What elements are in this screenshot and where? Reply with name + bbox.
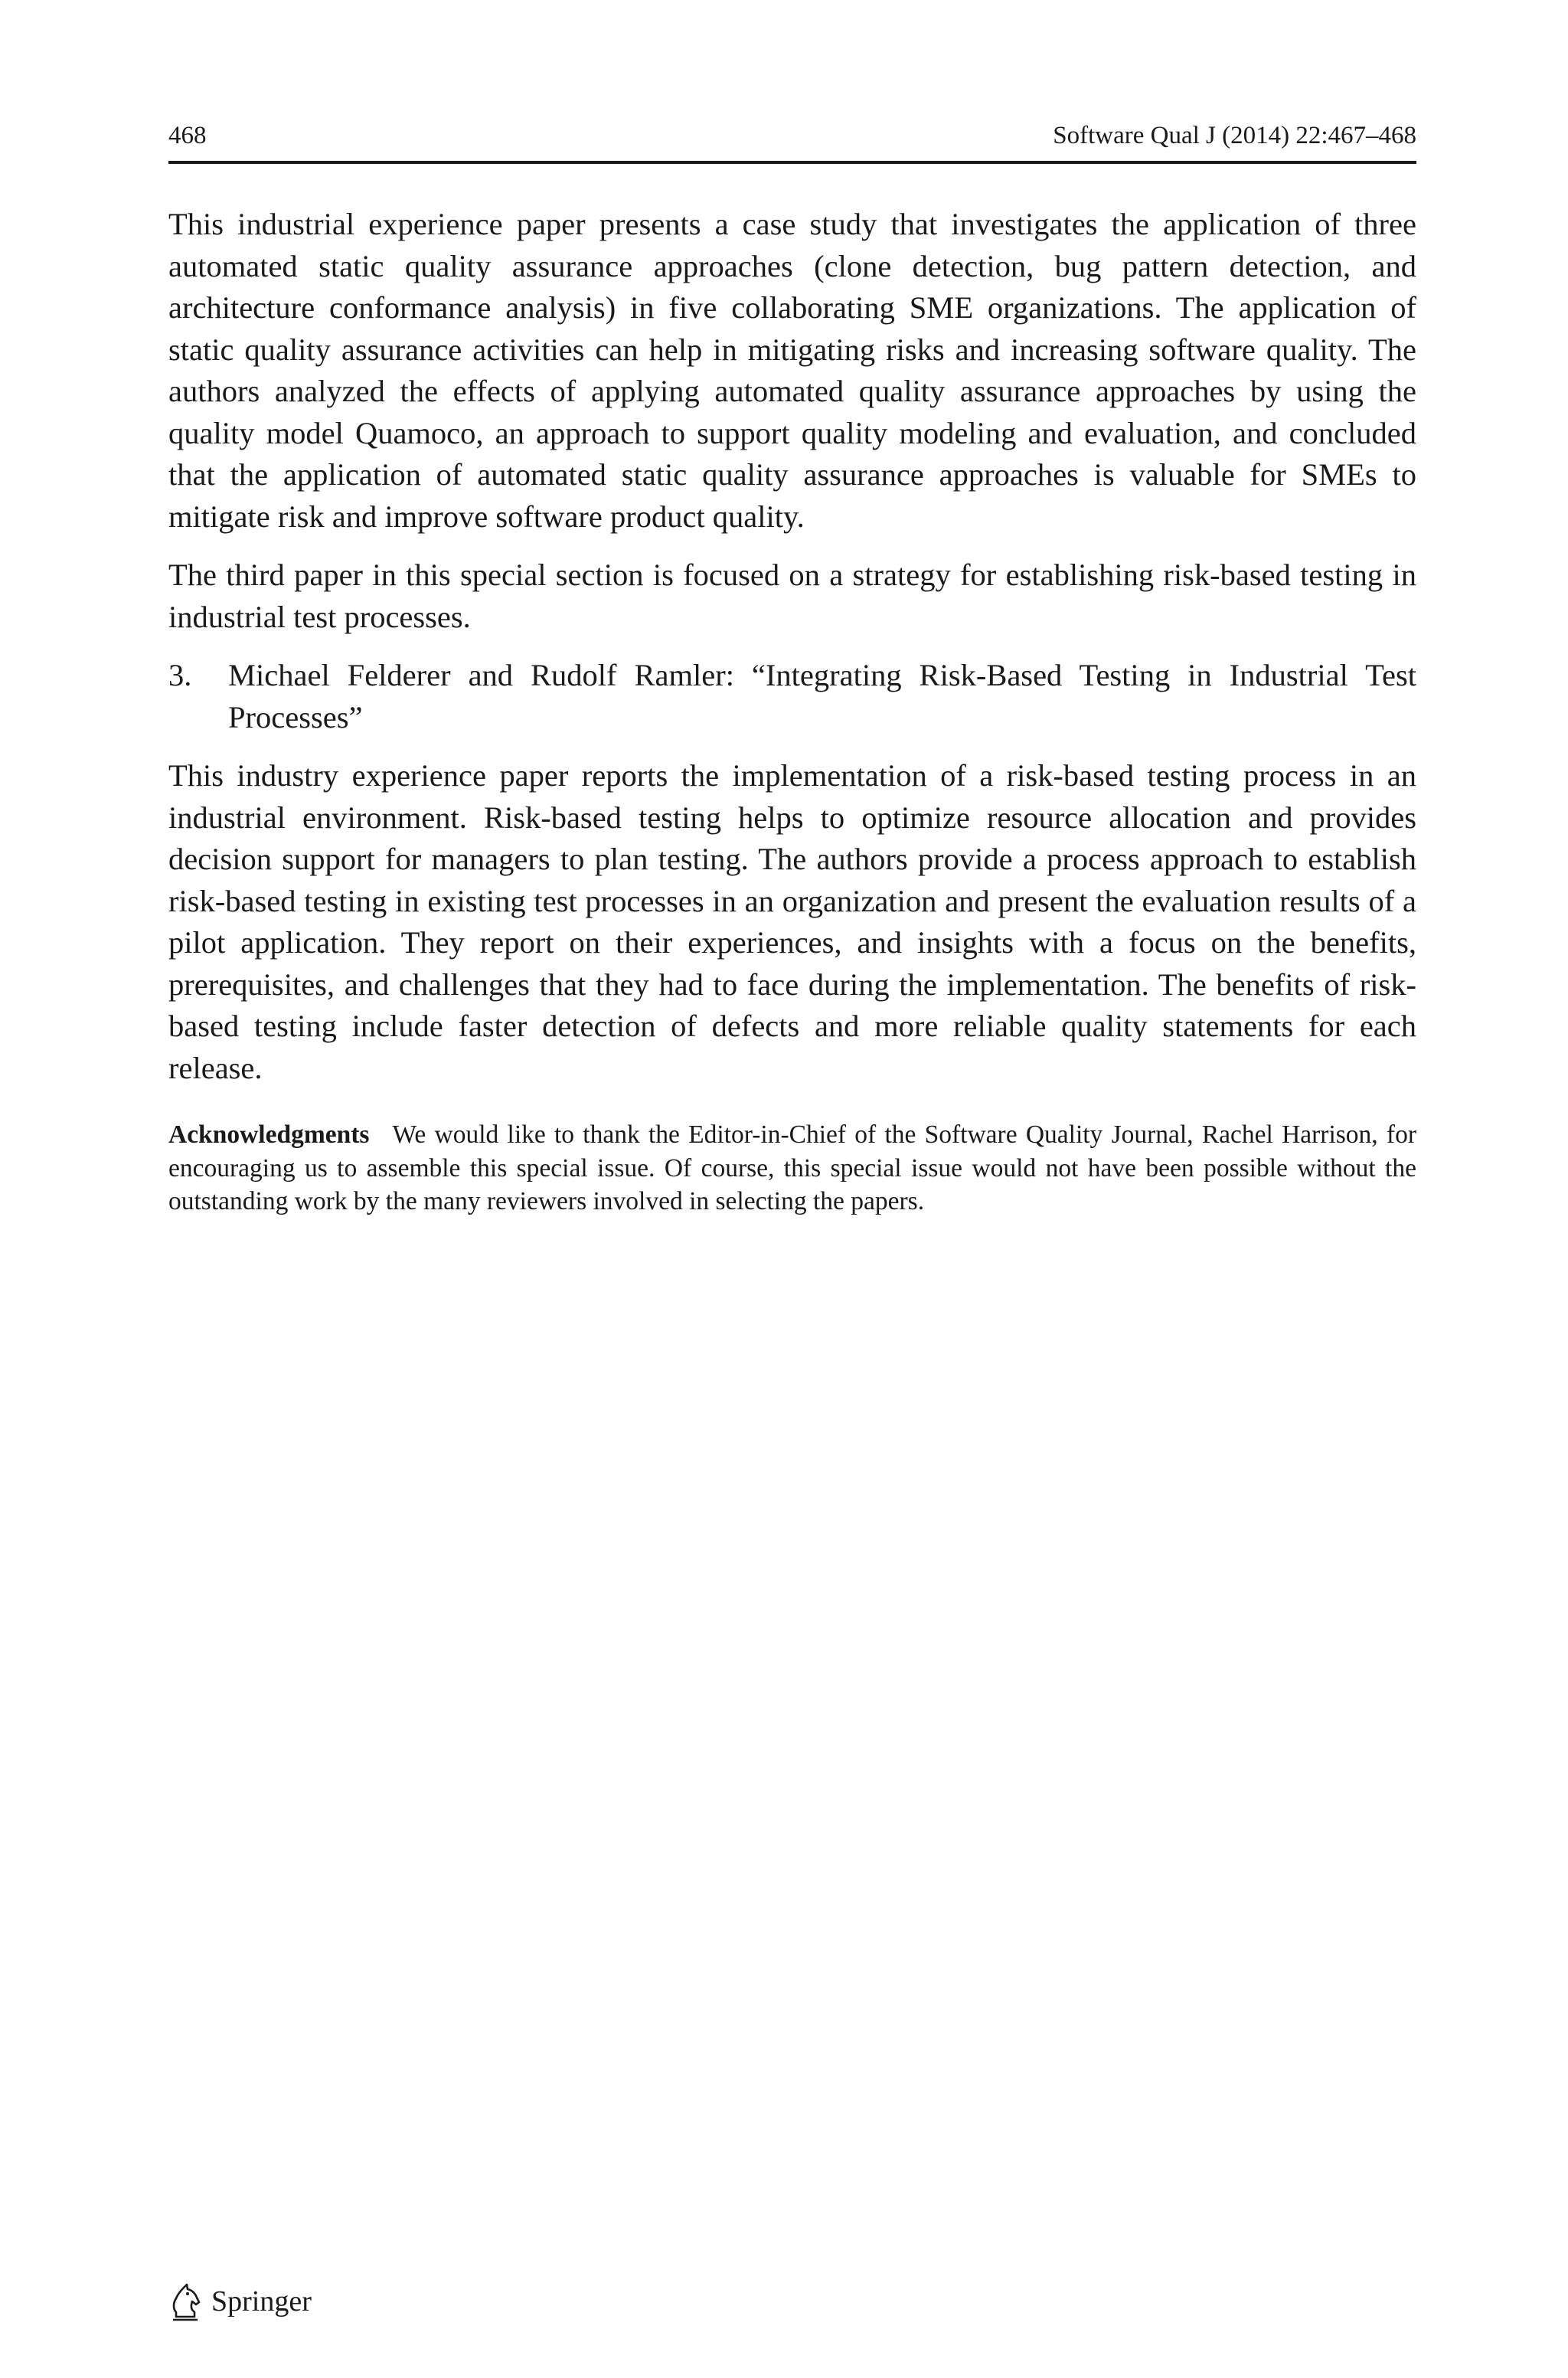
paragraph-risk-based-testing: This industry experience paper reports the implementation of a risk-based testing process in an industrial environment. Risk-based testing helps to optimize resource allocation and provides decision support for managers to plan testing. The authors provide a process approach to establish risk-based testing in existing test processes in an organization and present the evaluation results of a pilot application. They report on their experiences, and insights with a focus on the benefits, prerequisites, and challenges that they had to face during the implementation. The benefits of risk-based testing include faster detection of defects and more reliable quality statements for each release. (168, 758, 1416, 1085)
numbered-item-3 (168, 655, 1416, 738)
publisher-footer (168, 2278, 312, 2324)
item-number: 3. (168, 658, 192, 692)
header-rule (168, 161, 1416, 164)
paragraph-third-paper-intro: The third paper in this special section is focused on a strategy for establishing risk-based testing in industrial test processes. (168, 558, 1416, 634)
acknowledgments-label: Acknowledgments (168, 1120, 370, 1149)
publisher-name: Springer (211, 2285, 312, 2317)
journal-reference: Software Qual J (2014) 22:467–468 (1053, 122, 1416, 149)
paragraph-case-study: This industrial experience paper presents a case study that investigates the application of three automated static quality assurance approaches (clone detection, bug pattern detection, and architecture conformance analysis) in five collaborating SME organizations. The application of static quality assurance activities can help in mitigating risks and increasing software quality. The authors analyzed the effects of applying automated quality assurance approaches by using the quality model Quamoco, an approach to support quality modeling and evaluation, and concluded that the application of automated static quality assurance approaches is valuable for SMEs to mitigate risk and improve software product quality. (168, 207, 1416, 534)
running-head (168, 116, 1416, 155)
body-text (168, 204, 1416, 1106)
item-text: Michael Felderer and Rudolf Ramler: “Integrating Risk-Based Testing in Industrial Test Processes” (228, 658, 1416, 734)
acknowledgments-text: We would like to thank the Editor-in-Chief of the Software Quality Journal, Rachel Harrison, for encouraging us to assemble this special issue. Of course, this special issue would not have been possible without the outstanding work by the many reviewers involved in selecting the papers. (168, 1120, 1416, 1215)
page-number: 468 (168, 122, 207, 149)
springer-knight-icon (168, 2282, 204, 2321)
acknowledgments (168, 1118, 1416, 1218)
